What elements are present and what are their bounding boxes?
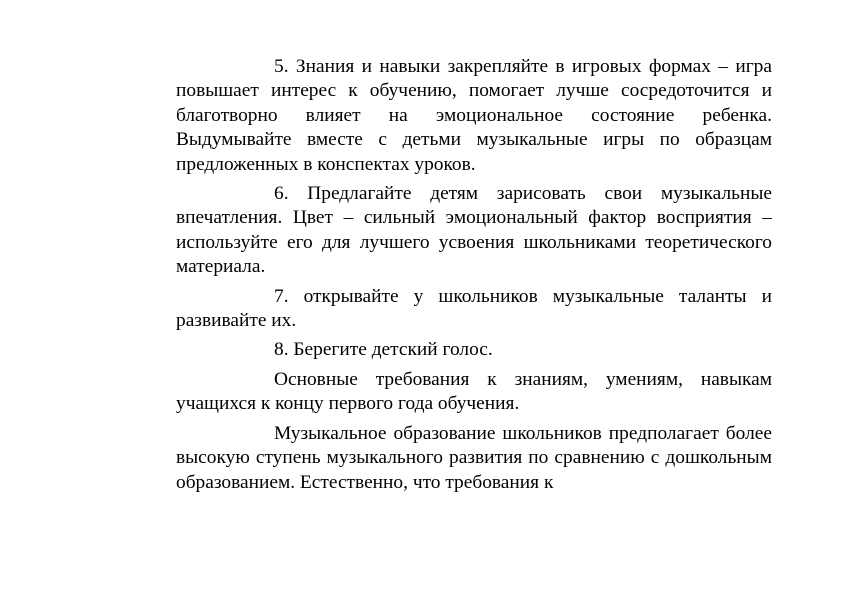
document-text bbox=[176, 55, 772, 500]
paragraph-protect-voice: 8. Берегите детский голос. bbox=[274, 339, 493, 361]
paragraph-requirements-heading: Основные требования к знаниям, умениям, навыкам учащихся к концу первого года обучения. bbox=[176, 368, 772, 415]
paragraph-music-education: Музыкальное образование школьников предполагает более высокую ступень музыкального развития по сравнению с дошкольным образованием. Естественно, что требования к bbox=[176, 422, 772, 493]
paragraph-musical-talents: 7. открывайте у школьников музыкальные таланты и развивайте их. bbox=[176, 285, 772, 332]
paragraph-drawing-impressions: 6. Предлагайте детям зарисовать свои музыкальные впечатления. Цвет – сильный эмоциональный фактор восприятия – используйте его для лучшего усвоения школьниками теоретического материала. bbox=[176, 183, 772, 278]
paragraph-game-forms: 5. Знания и навыки закрепляйте в игровых формах – игра повышает интерес к обучению, помогает лучше сосредоточится и благотворно влияет на эмоциональное состояние ребенка. Выдумывайте вместе с детьми музыкальные игры по образцам предложенных в конспектах уроков. bbox=[176, 56, 772, 175]
